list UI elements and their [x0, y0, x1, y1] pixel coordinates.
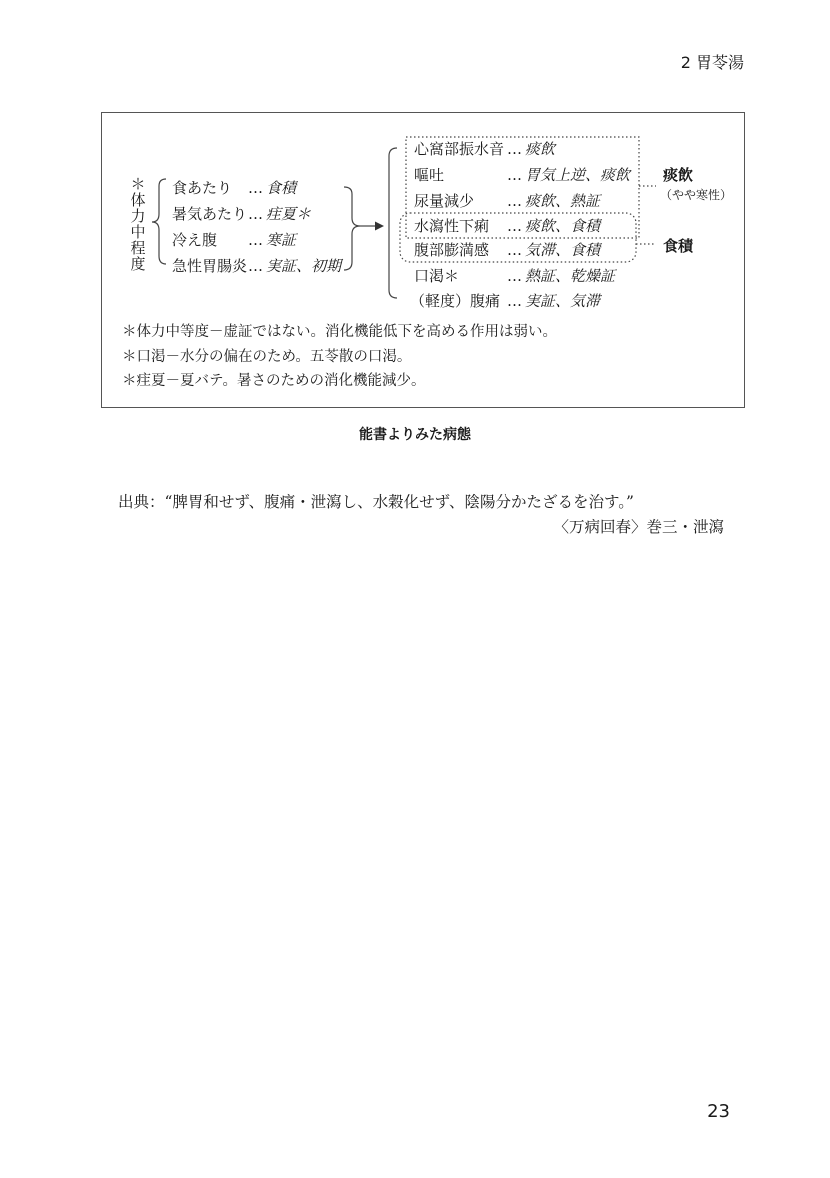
right-item-6: 口渇＊ … 熱証、乾燥証	[414, 267, 616, 285]
shokuseki-group-label: 食積	[663, 237, 694, 255]
source-citation: 〈万病回春〉巻三・泄瀉	[553, 518, 724, 536]
page-number: 23	[707, 1101, 730, 1122]
tanin-group-sublabel: （やや寒性）	[660, 188, 733, 202]
left-item-2: 暑気あたり … 疰夏＊	[172, 205, 312, 223]
left-group-close-brace	[344, 187, 360, 270]
left-item-1: 食あたり … 食積	[172, 179, 297, 197]
right-item-1: 心窩部振水音 … 痰飲	[414, 140, 556, 158]
vertical-label: ＊体力中程度	[130, 175, 146, 273]
note-1: ＊体力中等度－虚証ではない。消化機能低下を高める作用は弱い。	[122, 324, 557, 340]
left-item-4: 急性胃腸炎 … 実証、初期	[172, 257, 342, 275]
chapter-header: 2 胃苓湯	[680, 53, 744, 72]
source-text: 出典：“脾胃和せず、腹痛・泄瀉し、水穀化せず、陰陽分かたざるを治す。”	[118, 493, 634, 511]
left-brace	[152, 179, 166, 264]
tanin-group-label: 痰飲	[663, 166, 694, 184]
left-item-3: 冷え腹 … 寒証	[172, 231, 297, 249]
note-2: ＊口渇－水分の偏在のため。五苓散の口渇。	[122, 349, 412, 365]
right-item-7: （軽度）腹痛 … 実証、気滞	[410, 292, 601, 310]
right-brace	[389, 148, 397, 298]
right-item-4: 水瀉性下痢 … 痰飲、食積	[414, 217, 601, 235]
right-item-3: 尿量減少 … 痰飲、熱証	[414, 192, 601, 210]
right-item-5: 腹部膨満感 … 気滞、食積	[414, 241, 601, 259]
right-item-2: 嘔吐 … 胃気上逆、痰飲	[414, 166, 631, 184]
note-3: ＊疰夏－夏バテ。暑さのための消化機能減少。	[122, 373, 426, 389]
arrow-head	[375, 222, 384, 231]
figure-caption: 能書よりみた病態	[359, 427, 471, 443]
